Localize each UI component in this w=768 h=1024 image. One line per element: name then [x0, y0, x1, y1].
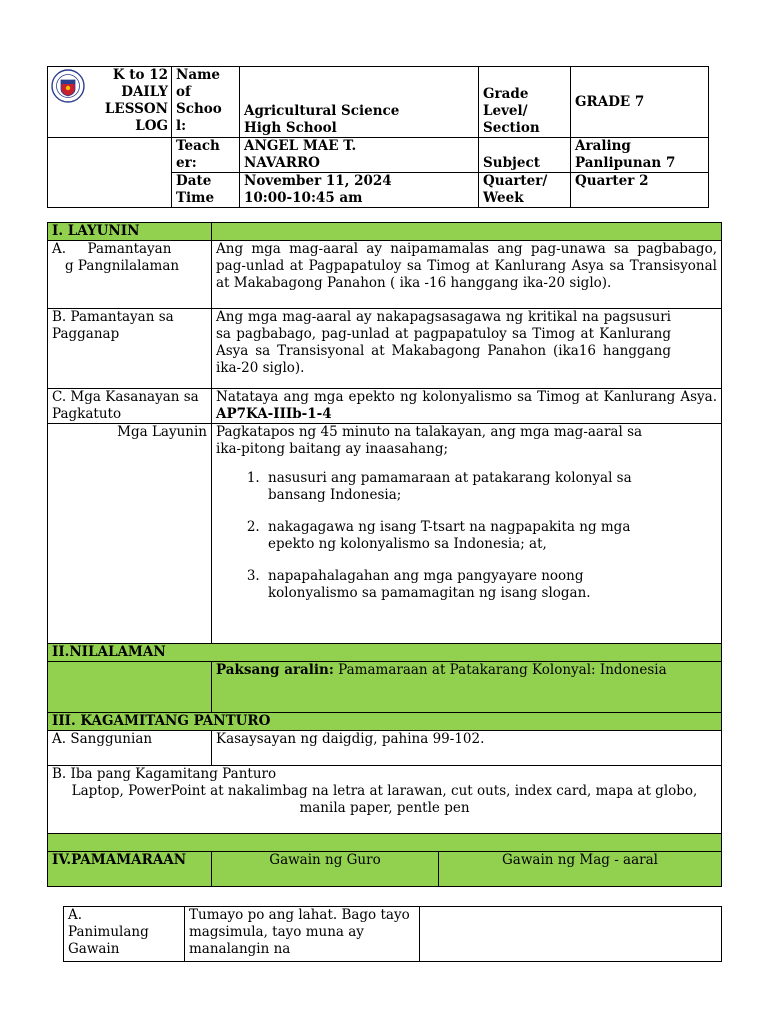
- log-title-line: DAILY: [121, 84, 168, 100]
- date-label: Date Time: [172, 173, 240, 208]
- iba-pang-kagamitan-label: B. Iba pang Kagamitang Panturo: [52, 766, 277, 782]
- school-label: Name of Schoo l:: [172, 67, 240, 138]
- school-value: Agricultural Science High School: [240, 67, 479, 138]
- section-heading-layunin: I. LAYUNIN: [48, 223, 212, 241]
- kasanayan-text: Natataya ang mga epekto ng kolonyalismo sa Timog at Kanlurang Asya. AP7KA-IIIb-1-4: [212, 389, 722, 424]
- date-value: November 11, 2024 10:00-10:45 am: [240, 173, 479, 208]
- kasanayan-label: C. Mga Kasanayan sa Pagkatuto: [48, 389, 212, 424]
- subject-label: Subject: [479, 138, 571, 173]
- log-title-line: K to 12: [112, 67, 168, 83]
- panimulang-gawain-guro: Tumayo po ang lahat. Bago tayo magsimula, tayo muna ay manalangin na: [185, 907, 420, 962]
- iba-pang-kagamitan-text: Laptop, PowerPoint at nakalimbag na letra at larawan, cut outs, index card, mapa at globo, manila paper, pentle pen: [71, 783, 698, 816]
- teacher-value: ANGEL MAE T. NAVARRO: [240, 138, 479, 173]
- grade-label: Grade Level/ Section: [479, 67, 571, 138]
- pamantayan-pagganap-label: B. Pamantayan sa Pagganap: [48, 309, 212, 389]
- objective-item: 3. napapahalagahan ang mga pangyayare noong kolonyalismo sa pamamagitan ng isang slogan.: [264, 568, 674, 602]
- mga-layunin-label: Mga Layunin: [48, 424, 212, 644]
- competency-code: AP7KA-IIIb-1-4: [216, 406, 332, 422]
- header-table: [47, 66, 709, 208]
- col-gawain-guro: Gawain ng Guro: [212, 852, 439, 887]
- section-heading-kagamitan: III. KAGAMITANG PANTURO: [48, 713, 722, 731]
- log-title-line: LOG: [135, 118, 168, 134]
- subject-value: Araling Panlipunan 7: [571, 138, 709, 173]
- lesson-table: [47, 222, 722, 887]
- section-heading-nilalaman: II.NILALAMAN: [48, 644, 722, 662]
- objective-item: 2. nakagagawa ng isang T-tsart na nagpapakita ng mga epekto ng kolonyalismo sa Indonesia; at,: [264, 519, 674, 553]
- objectives-intro: Pagkatapos ng 45 minuto na talakayan, ang mga mag-aaral sa ika-pitong baitang ay inaasahang;: [216, 424, 643, 457]
- procedure-table: [63, 906, 722, 962]
- quarter-label: Quarter/ Week: [479, 173, 571, 208]
- panimulang-gawain-mag-aaral: [420, 907, 722, 962]
- pamantayan-pangnilalaman-label: A. Pamantayan g Pangnilalaman: [48, 241, 212, 309]
- sanggunian-text: Kasaysayan ng daigdig, pahina 99-102.: [212, 731, 722, 766]
- paksang-aralin: Paksang aralin: Pamamaraan at Patakarang Kolonyal: Indonesia: [212, 662, 722, 713]
- col-gawain-mag-aaral: Gawain ng Mag - aaral: [439, 852, 722, 887]
- panimulang-gawain-label: A. Panimulang Gawain: [64, 907, 185, 962]
- sanggunian-label: A. Sanggunian: [48, 731, 212, 766]
- pamantayan-pangnilalaman-text: Ang mga mag-aaral ay naipamamalas ang pag-unawa sa pagbabago, pag-unlad at Pagpapatuloy sa Timog at Kanlurang Asya sa Transisyonal at Makabagong Panahon ( ika -16 hanggang ika-20 siglo).: [212, 241, 722, 309]
- pamantayan-pagganap-text: Ang mga mag-aaral ay nakapagsasagawa ng kritikal na pagsusuri sa pagbabago, pag-unlad at pagpapatuloy sa Timog at Kanlurang Asya sa Transisyonal at Makabagong Panahon (ika16 hanggang ika-20 siglo).: [212, 309, 722, 389]
- grade-value: GRADE 7: [571, 67, 709, 138]
- quarter-value: Quarter 2: [571, 173, 709, 208]
- logo-cell-continued: [48, 138, 172, 208]
- teacher-label: Teach er:: [172, 138, 240, 173]
- section-heading-pamamaraan: IV.PAMAMARAAN: [48, 852, 212, 887]
- logo-cell: [48, 67, 172, 138]
- iba-pang-kagamitan: [48, 766, 722, 834]
- deped-seal-icon: [51, 69, 85, 103]
- log-title-line: LESSON: [104, 101, 168, 117]
- mga-layunin-content: [212, 424, 722, 644]
- objective-item: 1. nasusuri ang pamamaraan at patakarang kolonyal sa bansang Indonesia;: [264, 470, 674, 504]
- objectives-list: [216, 470, 674, 602]
